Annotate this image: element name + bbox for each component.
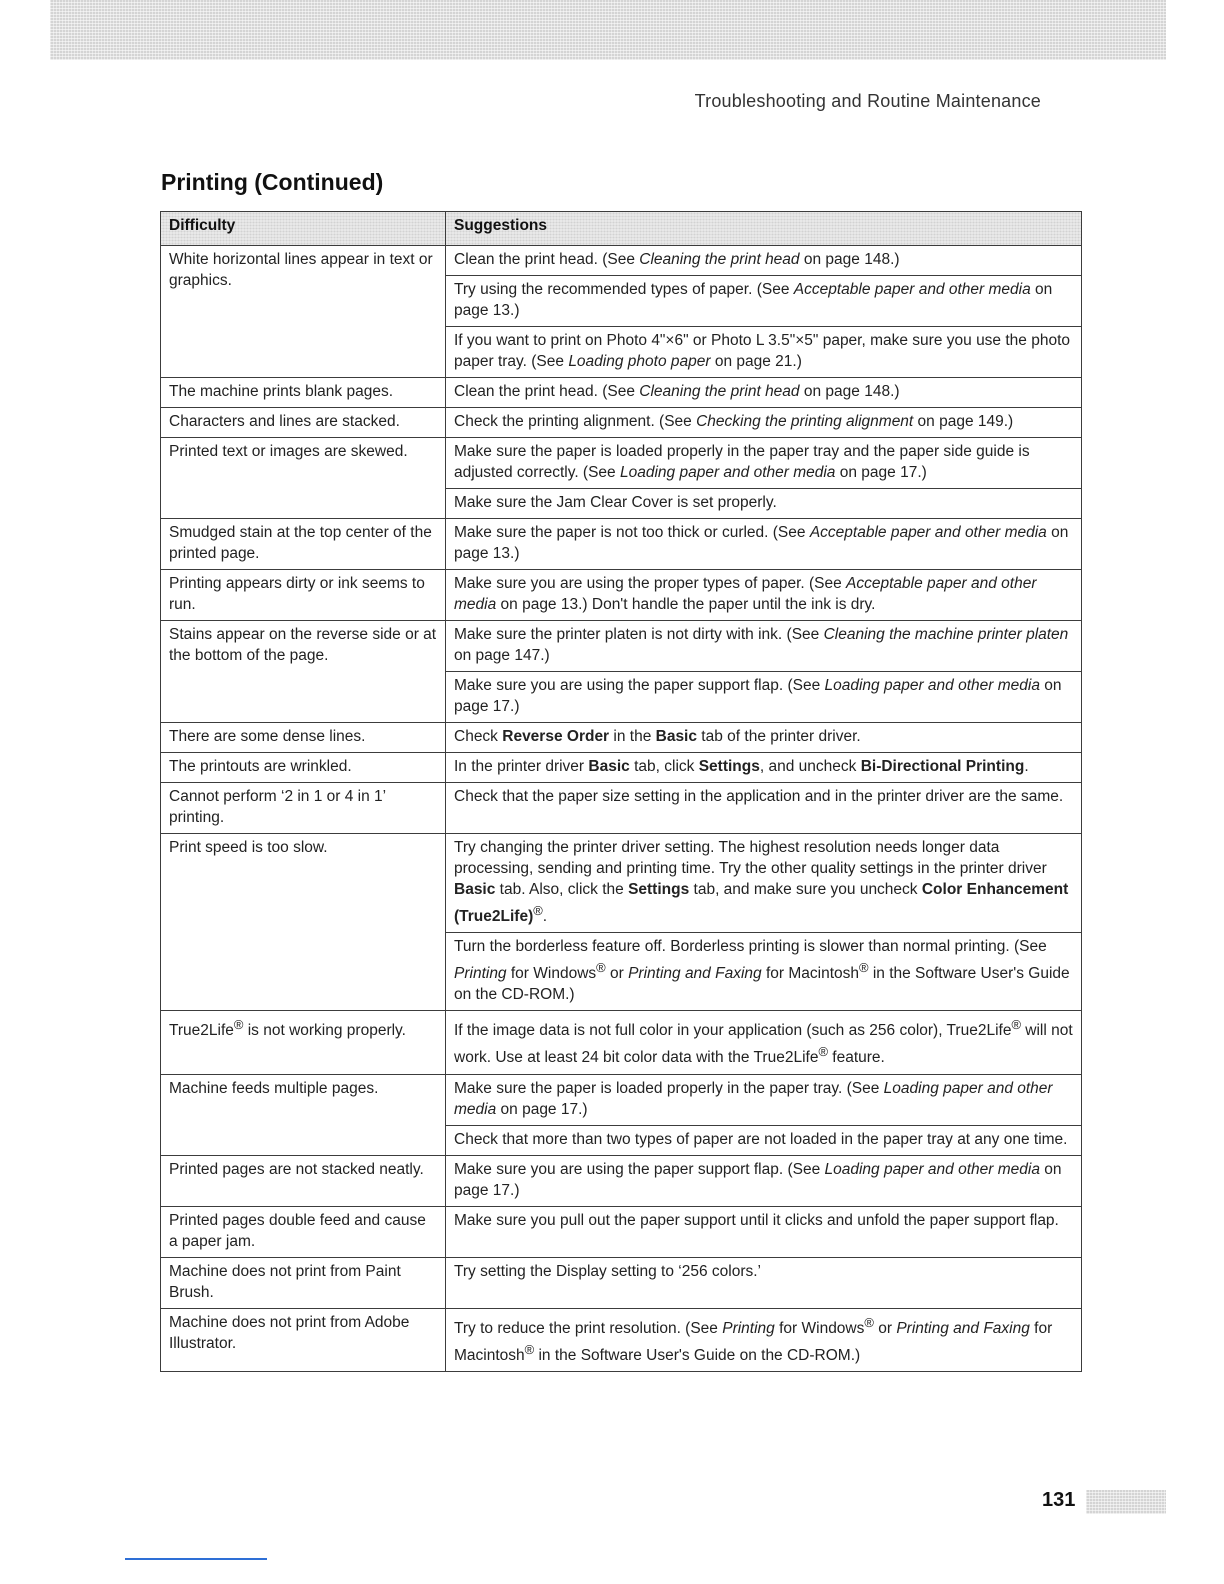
suggestion-cell: Check Reverse Order in the Basic tab of the printer driver. (446, 723, 1082, 753)
difficulty-cell: Printed text or images are skewed. (161, 438, 446, 519)
difficulty-cell: Printed pages are not stacked neatly. (161, 1155, 446, 1206)
table-row (161, 519, 1082, 570)
suggestion-cell: Make sure the paper is loaded properly in the paper tray and the paper side guide is adjusted correctly. (See Loading paper and other media on page 17.) (446, 438, 1082, 489)
header-pattern-band (50, 0, 1166, 60)
suggestion-cell: Clean the print head. (See Cleaning the print head on page 148.) (446, 378, 1082, 408)
suggestion-cell: If the image data is not full color in your application (such as 256 color), True2Life® will not work. Use at least 24 bit color data with the True2Life® feature. (446, 1011, 1082, 1074)
table-body (161, 246, 1082, 1372)
table-row (161, 378, 1082, 408)
suggestion-cell: Turn the borderless feature off. Borderless printing is slower than normal printing. (See Printing for Windows® or Printing and Faxing for Macintosh® in the Software User's Guide on the CD-ROM.) (446, 933, 1082, 1011)
difficulty-cell: Printed pages double feed and cause a paper jam. (161, 1206, 446, 1257)
table-row (161, 1308, 1082, 1371)
suggestion-cell: Make sure the paper is not too thick or curled. (See Acceptable paper and other media on page 13.) (446, 519, 1082, 570)
difficulty-cell: Machine does not print from Adobe Illustrator. (161, 1308, 446, 1371)
table-header-row (161, 212, 1082, 246)
difficulty-cell: There are some dense lines. (161, 723, 446, 753)
difficulty-cell: Cannot perform ‘2 in 1 or 4 in 1’ printing. (161, 783, 446, 834)
difficulty-cell: Smudged stain at the top center of the printed page. (161, 519, 446, 570)
suggestion-cell: Make sure you pull out the paper support until it clicks and unfold the paper support flap. (446, 1206, 1082, 1257)
difficulty-cell: White horizontal lines appear in text or graphics. (161, 246, 446, 378)
suggestion-cell: Make sure the Jam Clear Cover is set properly. (446, 489, 1082, 519)
difficulty-cell: The printouts are wrinkled. (161, 753, 446, 783)
table-row (161, 1011, 1082, 1074)
suggestion-cell: Make sure you are using the paper support flap. (See Loading paper and other media on page 17.) (446, 672, 1082, 723)
running-header: Troubleshooting and Routine Maintenance (694, 91, 1041, 111)
table-row (161, 723, 1082, 753)
page-number-pattern (1086, 1490, 1166, 1514)
section-title: Printing (Continued) (161, 169, 384, 195)
suggestion-cell: Check that more than two types of paper are not loaded in the paper tray at any one time. (446, 1125, 1082, 1155)
suggestion-cell: Make sure you are using the proper types of paper. (See Acceptable paper and other media on page 13.) Don't handle the paper until the ink is dry. (446, 570, 1082, 621)
difficulty-cell: Printing appears dirty or ink seems to run. (161, 570, 446, 621)
table-row (161, 834, 1082, 933)
suggestion-cell: Try setting the Display setting to ‘256 colors.’ (446, 1257, 1082, 1308)
table-row (161, 783, 1082, 834)
suggestion-cell: In the printer driver Basic tab, click Settings, and uncheck Bi-Directional Printing. (446, 753, 1082, 783)
suggestion-cell: Make sure you are using the paper support flap. (See Loading paper and other media on page 17.) (446, 1155, 1082, 1206)
column-header-suggestions: Suggestions (446, 212, 1082, 246)
suggestion-cell: Make sure the paper is loaded properly in the paper tray. (See Loading paper and other media on page 17.) (446, 1074, 1082, 1125)
table-row (161, 570, 1082, 621)
difficulty-cell: Characters and lines are stacked. (161, 408, 446, 438)
difficulty-cell: The machine prints blank pages. (161, 378, 446, 408)
table-row (161, 753, 1082, 783)
suggestion-cell: Check that the paper size setting in the application and in the printer driver are the same. (446, 783, 1082, 834)
difficulty-cell: Machine feeds multiple pages. (161, 1074, 446, 1155)
footer-rule (125, 1558, 267, 1560)
suggestion-cell: Clean the print head. (See Cleaning the print head on page 148.) (446, 246, 1082, 276)
table-row (161, 1257, 1082, 1308)
suggestion-cell: Try changing the printer driver setting. The highest resolution needs longer data processing, sending and printing time. Try the other quality settings in the printer driver Basic tab. Also, click the Settings tab, and make sure you uncheck Color Enhancement (True2Life)®. (446, 834, 1082, 933)
difficulty-cell: True2Life® is not working properly. (161, 1011, 446, 1074)
table-row (161, 408, 1082, 438)
table-row (161, 621, 1082, 672)
suggestion-cell: Try to reduce the print resolution. (See Printing for Windows® or Printing and Faxing for Macintosh® in the Software User's Guide on the CD-ROM.) (446, 1308, 1082, 1371)
column-header-difficulty: Difficulty (161, 212, 446, 246)
table-row (161, 438, 1082, 489)
suggestion-cell: Check the printing alignment. (See Checking the printing alignment on page 149.) (446, 408, 1082, 438)
table-row (161, 1206, 1082, 1257)
difficulty-cell: Stains appear on the reverse side or at the bottom of the page. (161, 621, 446, 723)
suggestion-cell: If you want to print on Photo 4"×6" or Photo L 3.5"×5" paper, make sure you use the photo paper tray. (See Loading photo paper on page 21.) (446, 327, 1082, 378)
table-row (161, 1074, 1082, 1125)
table-row (161, 246, 1082, 276)
table-row (161, 1155, 1082, 1206)
troubleshooting-table (160, 211, 1082, 1372)
suggestion-cell: Make sure the printer platen is not dirty with ink. (See Cleaning the machine printer platen on page 147.) (446, 621, 1082, 672)
page-number: 131 (1042, 1489, 1076, 1511)
difficulty-cell: Print speed is too slow. (161, 834, 446, 1011)
suggestion-cell: Try using the recommended types of paper. (See Acceptable paper and other media on page 13.) (446, 276, 1082, 327)
difficulty-cell: Machine does not print from Paint Brush. (161, 1257, 446, 1308)
